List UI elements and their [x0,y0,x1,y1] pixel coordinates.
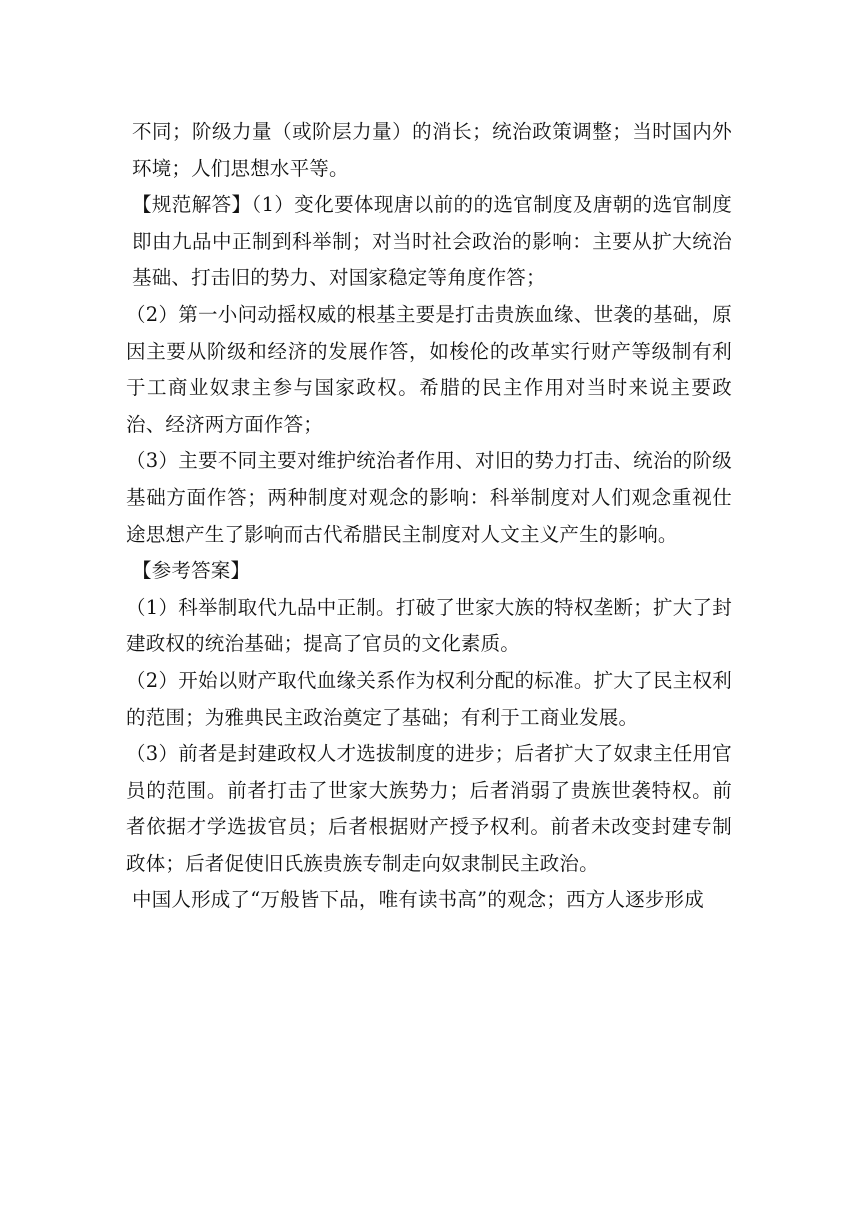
paragraph-continuation: 不同；阶级力量（或阶层力量）的消长；统治政策调整；当时国内外环境；人们思想水平等。 [132,120,732,180]
paragraph-reference-answer-1: （1）科举制取代九品中正制。打破了世家大族的特权垄断；扩大了封建政权的统治基础；提高了官员的文化素质。 [126,595,732,656]
paragraph-standard-answer: 【规范解答】（1）变化要体现唐以前的的选官制度及唐朝的选官制度即由九品中正制到科举制；对当时社会政治的影响：主要从扩大统治基础、打击旧的势力、对国家稳定等角度作答； [132,193,732,290]
paragraph-standard-answer-3: （3）主要不同主要对维护统治者作用、对旧的势力打击、统治的阶级基础方面作答；两种制度对观念的影响：科举制度对人们观念重视仕途思想产生了影响而古代希腊民主制度对人文主义产生的影响。 [126,449,732,546]
document-body [126,114,732,919]
paragraph-concept: 中国人形成了“万般皆下品，唯有读书高”的观念；西方人逐步形成 [132,888,704,912]
paragraph-reference-answer-3: （3）前者是封建政权人才选拔制度的进步；后者扩大了奴隶主任用官员的范围。前者打击了世家大族势力；后者消弱了贵族世袭特权。前者依据才学选拔官员；后者根据财产授予权利。前者未改变封建专制政体；后者促使旧氏族贵族专制走向奴隶制民主政治。 [126,742,732,875]
paragraph-reference-answer-2: （2）开始以财产取代血缘关系作为权利分配的标准。扩大了民主权利的范围；为雅典民主政治奠定了基础；有利于工商业发展。 [126,668,732,729]
paragraph-standard-answer-2: （2）第一小问动摇权威的根基主要是打击贵族血缘、世袭的基础，原因主要从阶级和经济的发展作答，如梭伦的改革实行财产等级制有利于工商业奴隶主参与国家政权。希腊的民主作用对当时来说主要政治、经济两方面作答； [126,302,732,436]
heading-reference-answer: 【参考答案】 [132,559,251,583]
